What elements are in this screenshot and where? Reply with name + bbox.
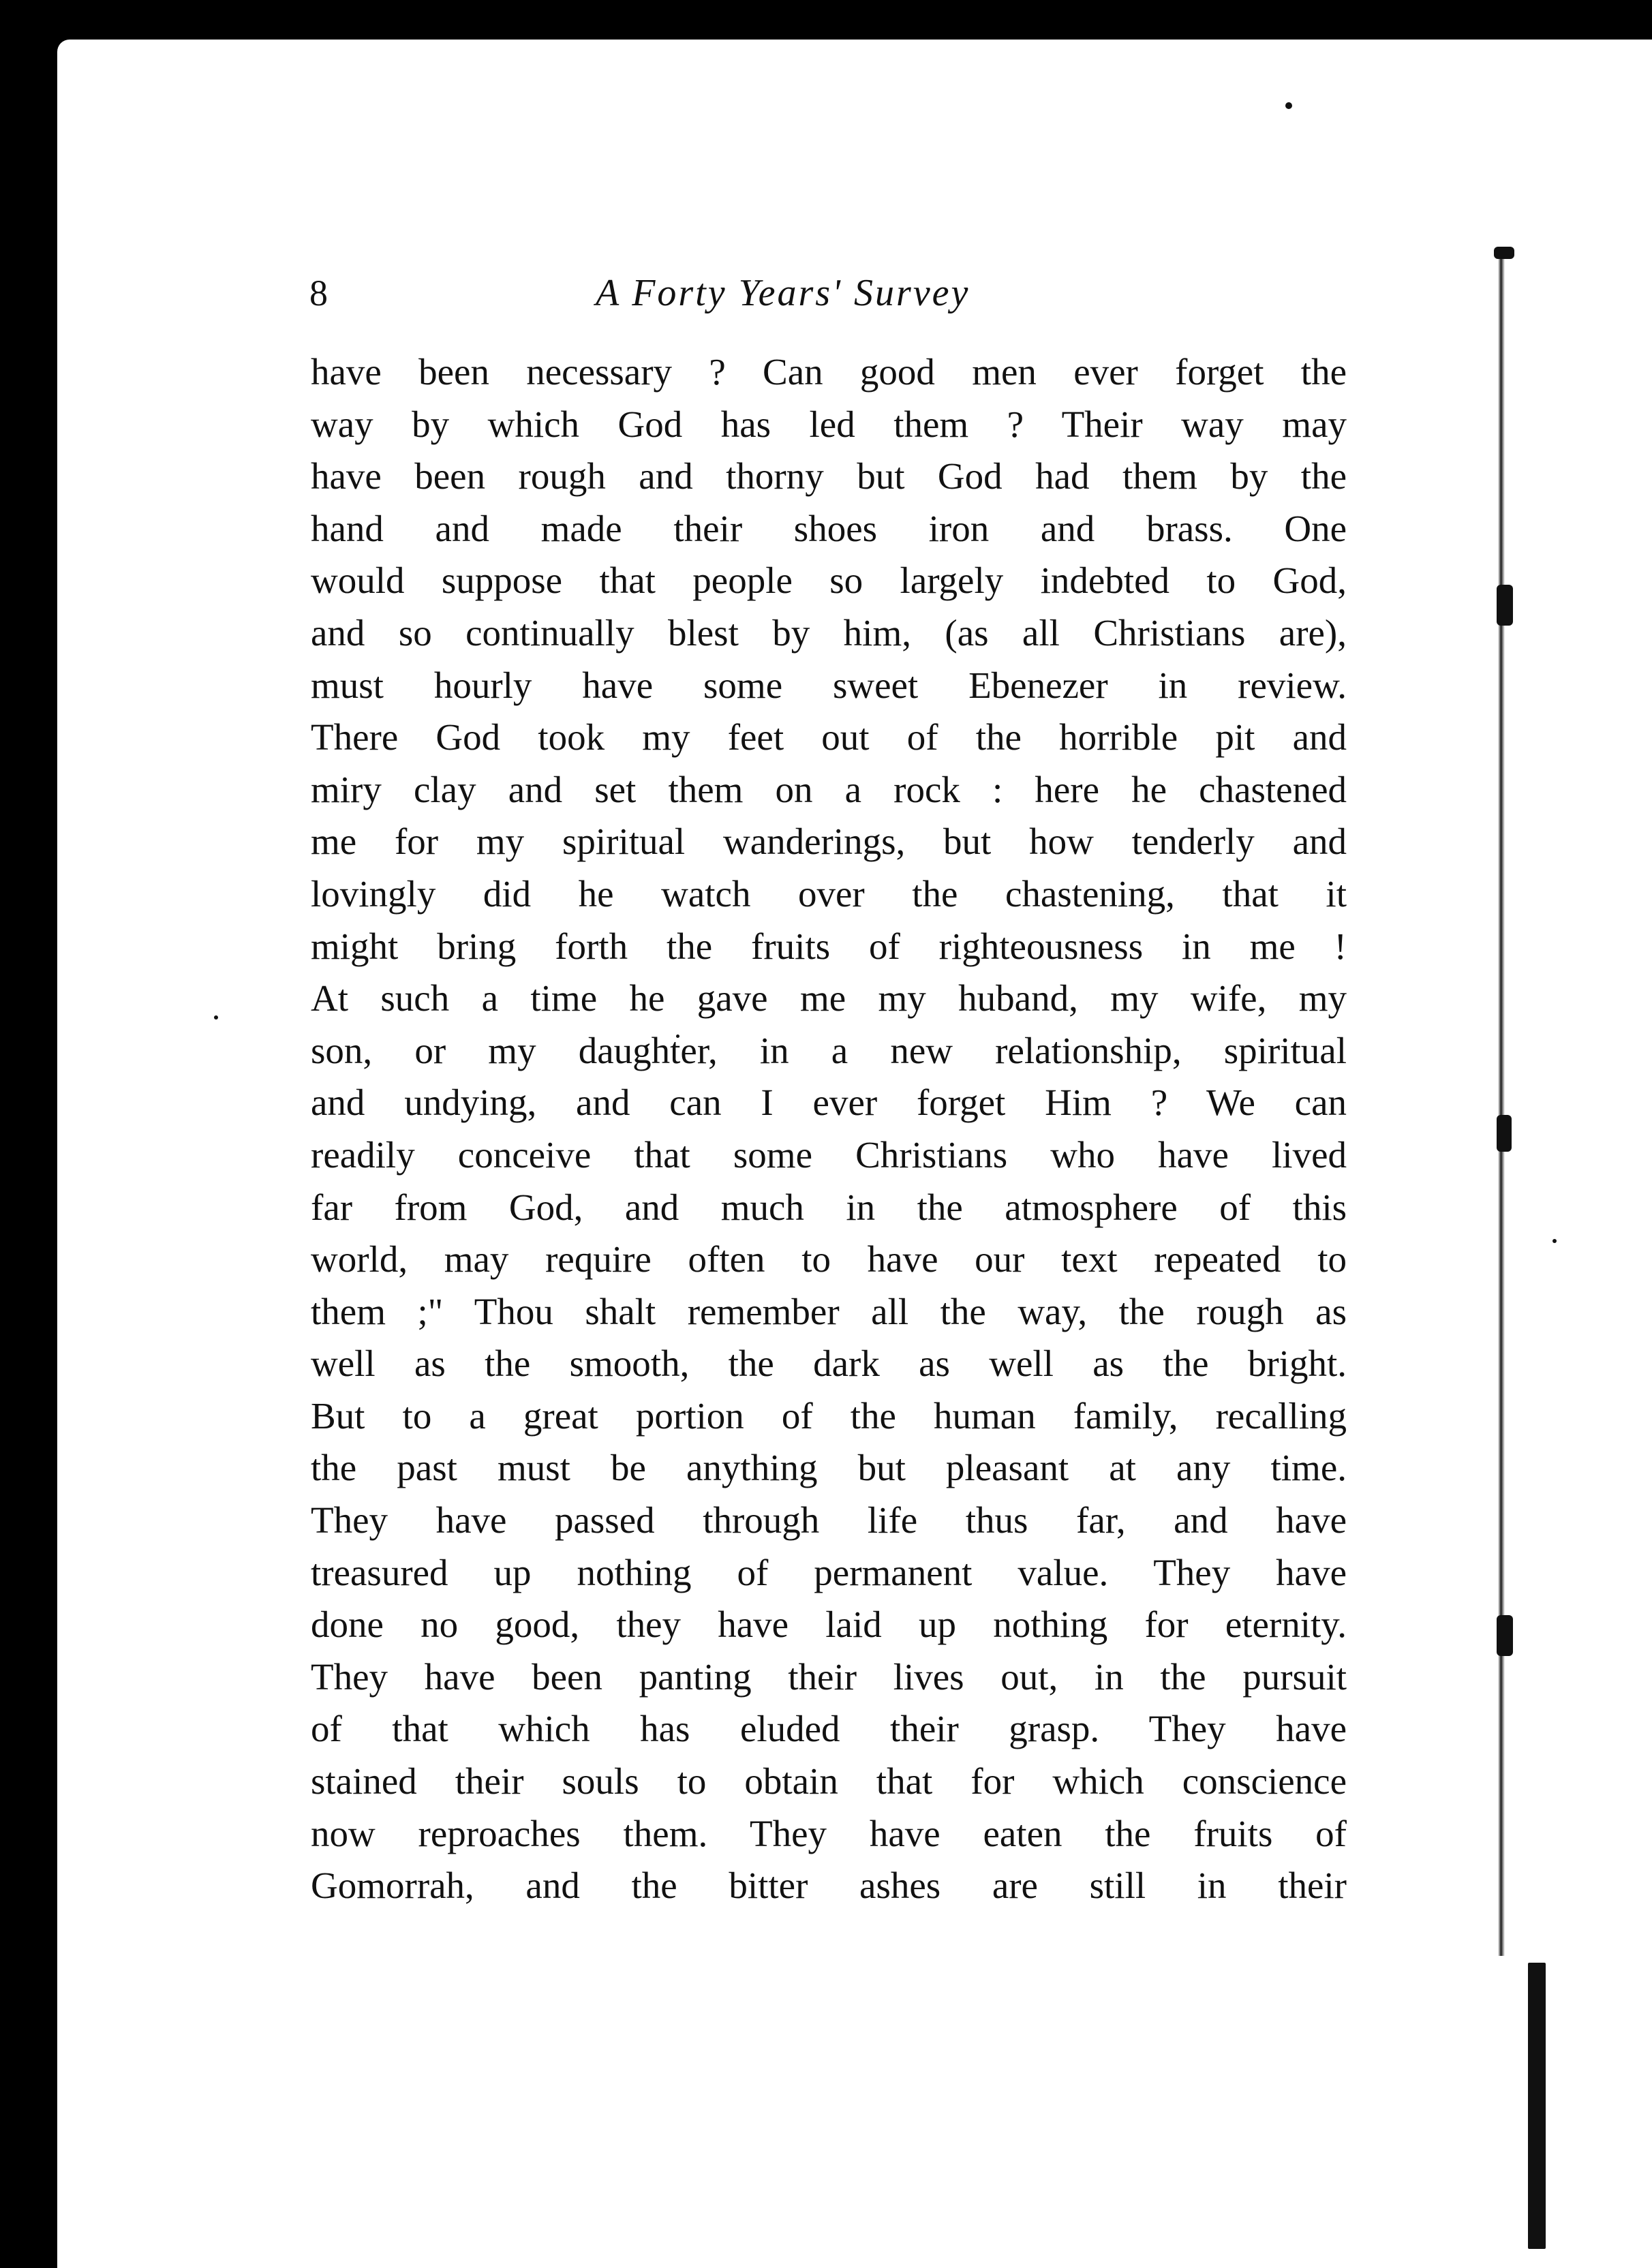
text-line: might bring forth the fruits of righteousness in me !	[311, 925, 1347, 967]
text-line: miry clay and set them on a rock : here he chastened	[311, 768, 1347, 810]
page-number: 8	[309, 273, 328, 313]
text-line: them ;" Thou shalt remember all the way, the rough as	[311, 1290, 1347, 1332]
text-line: of that which has eluded their grasp. They have	[311, 1708, 1347, 1750]
text-line: There God took my feet out of the horrible pit and	[311, 716, 1347, 758]
text-line: and undying, and can I ever forget Him ? We can	[311, 1082, 1347, 1124]
text-line: the past must be anything but pleasant at any time.	[311, 1447, 1347, 1489]
text-line: They have been panting their lives out, in the pursuit	[311, 1655, 1347, 1698]
text-line: done no good, they have laid up nothing for eternity.	[311, 1604, 1347, 1646]
text-line: At such a time he gave me my huband, my wife, my	[311, 977, 1347, 1020]
binding-mark-top	[1494, 247, 1514, 259]
scan-speck	[214, 1015, 218, 1020]
binding-mark-middle	[1497, 1115, 1512, 1152]
body-text	[311, 346, 1347, 1912]
text-line: have been necessary ? Can good men ever forget the	[311, 351, 1347, 393]
text-line: hand and made their shoes iron and brass. One	[311, 507, 1347, 549]
text-line: me for my spiritual wanderings, but how tenderly and	[311, 821, 1347, 863]
binding-mark-lower	[1497, 1615, 1513, 1656]
binding-mark-bottom	[1528, 1963, 1546, 2249]
text-line: But to a great portion of the human family, recalling	[311, 1394, 1347, 1437]
scan-speck	[1285, 102, 1292, 109]
running-title: A Forty Years' Survey	[596, 272, 970, 314]
text-line: way by which God has led them ? Their way may	[311, 403, 1347, 445]
text-line: now reproaches them. They have eaten the fruits of	[311, 1812, 1347, 1854]
text-line: well as the smooth, the dark as well as the bright.	[311, 1343, 1347, 1385]
text-line: would suppose that people so largely indebted to God,	[311, 560, 1347, 602]
page-edge-shadow	[1498, 252, 1505, 1956]
text-line: must hourly have some sweet Ebenezer in review.	[311, 664, 1347, 706]
text-line: lovingly did he watch over the chastening, that it	[311, 872, 1347, 915]
text-line: Gomorrah, and the bitter ashes are still in their	[311, 1865, 1347, 1907]
text-line: son, or my daughter, in a new relationship, spiritual	[311, 1029, 1347, 1071]
text-line: stained their souls to obtain that for which conscience	[311, 1760, 1347, 1803]
text-line: world, may require often to have our text repeated to	[311, 1238, 1347, 1281]
text-line: far from God, and much in the atmosphere of this	[311, 1186, 1347, 1228]
scan-speck	[1552, 1239, 1557, 1243]
text-line: have been rough and thorny but God had them by the	[311, 455, 1347, 497]
page-header	[309, 266, 1373, 320]
text-line: readily conceive that some Christians who have lived	[311, 1133, 1347, 1176]
text-line: and so continually blest by him, (as all Christians are),	[311, 611, 1347, 654]
text-line: treasured up nothing of permanent value. They have	[311, 1551, 1347, 1593]
text-line: They have passed through life thus far, and have	[311, 1499, 1347, 1542]
binding-mark-upper	[1497, 585, 1513, 626]
